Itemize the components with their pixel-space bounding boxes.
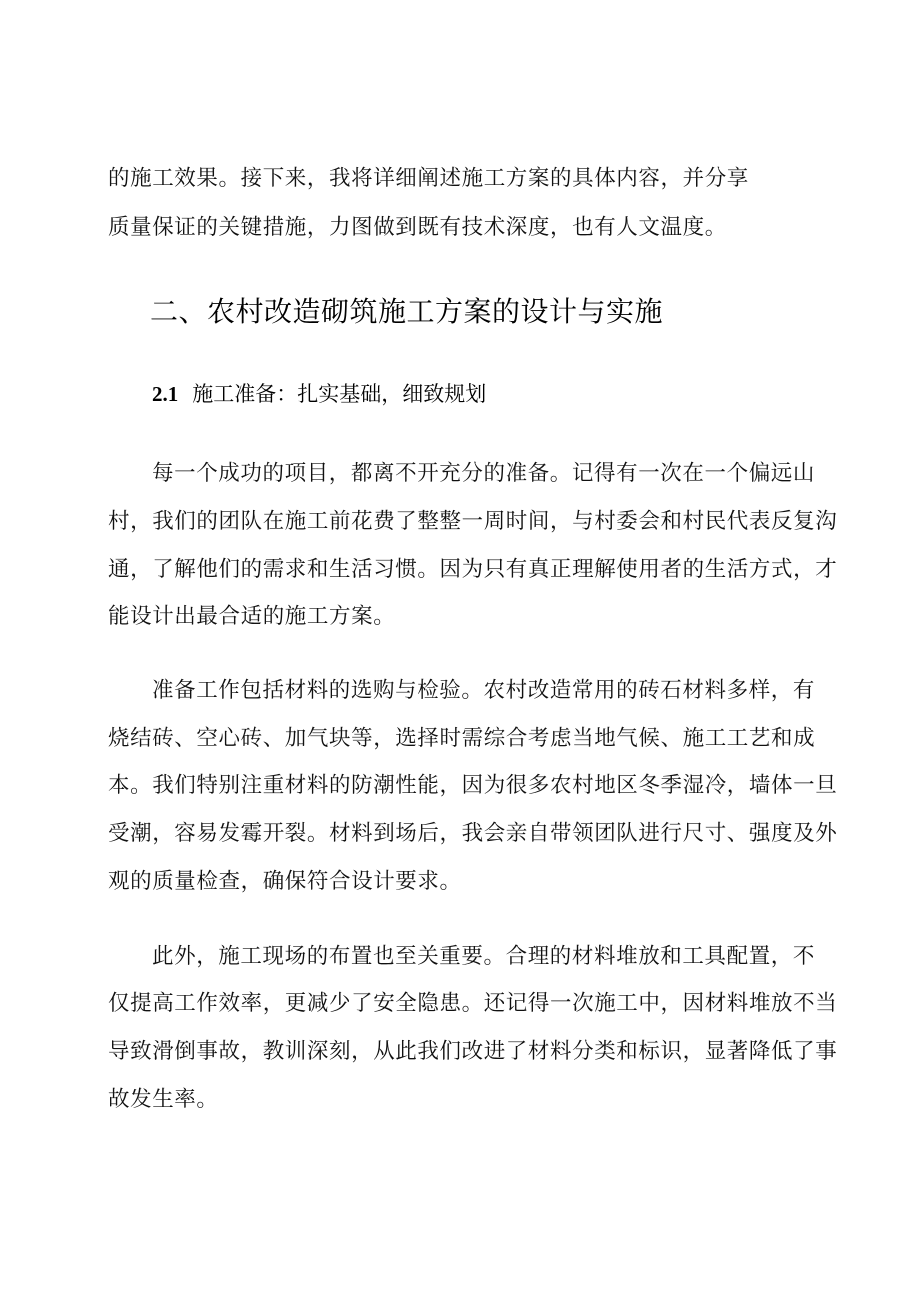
- paragraph-2-line-2: 烧结砖、空心砖、加气块等，选择时需综合考虑当地气候、施工工艺和成: [108, 726, 816, 751]
- subsection-title: 施工准备：扎实基础，细致规划: [192, 382, 487, 406]
- paragraph-1-line-3: 通，了解他们的需求和生活习惯。因为只有真正理解使用者的生活方式，才: [108, 557, 838, 582]
- paragraph-1-line-4: 能设计出最合适的施工方案。: [108, 604, 396, 629]
- paragraph-2-line-4: 受潮，容易发霉开裂。材料到场后，我会亲自带领团队进行尺寸、强度及外: [108, 821, 838, 846]
- paragraph-3-line-4: 故发生率。: [108, 1087, 219, 1112]
- paragraph-2-line-3: 本。我们特别注重材料的防潮性能，因为很多农村地区冬季湿冷，墙体一旦: [108, 773, 838, 798]
- paragraph-3-line-3: 导致滑倒事故，教训深刻，从此我们改进了材料分类和标识，显著降低了事: [108, 1039, 838, 1064]
- subsection-number: 2.1: [152, 382, 179, 406]
- subsection-heading: [152, 380, 486, 408]
- section-heading: 二、农村改造砌筑施工方案的设计与实施: [150, 295, 664, 328]
- intro-line-2: 质量保证的关键措施，力图做到既有技术深度，也有人文温度。: [108, 215, 727, 240]
- paragraph-2-line-1: 准备工作包括材料的选购与检验。农村改造常用的砖石材料多样，有: [152, 678, 816, 703]
- paragraph-1-line-2: 村，我们的团队在施工前花费了整整一周时间，与村委会和村民代表反复沟: [108, 509, 838, 534]
- intro-line-1: 的施工效果。接下来，我将详细阐述施工方案的具体内容，并分享: [108, 166, 749, 191]
- paragraph-3-line-1: 此外，施工现场的布置也至关重要。合理的材料堆放和工具配置，不: [152, 944, 816, 969]
- paragraph-1-line-1: 每一个成功的项目，都离不开充分的准备。记得有一次在一个偏远山: [152, 461, 816, 486]
- paragraph-3-line-2: 仅提高工作效率，更减少了安全隐患。还记得一次施工中，因材料堆放不当: [108, 991, 838, 1016]
- paragraph-2-line-5: 观的质量检查，确保符合设计要求。: [108, 869, 462, 894]
